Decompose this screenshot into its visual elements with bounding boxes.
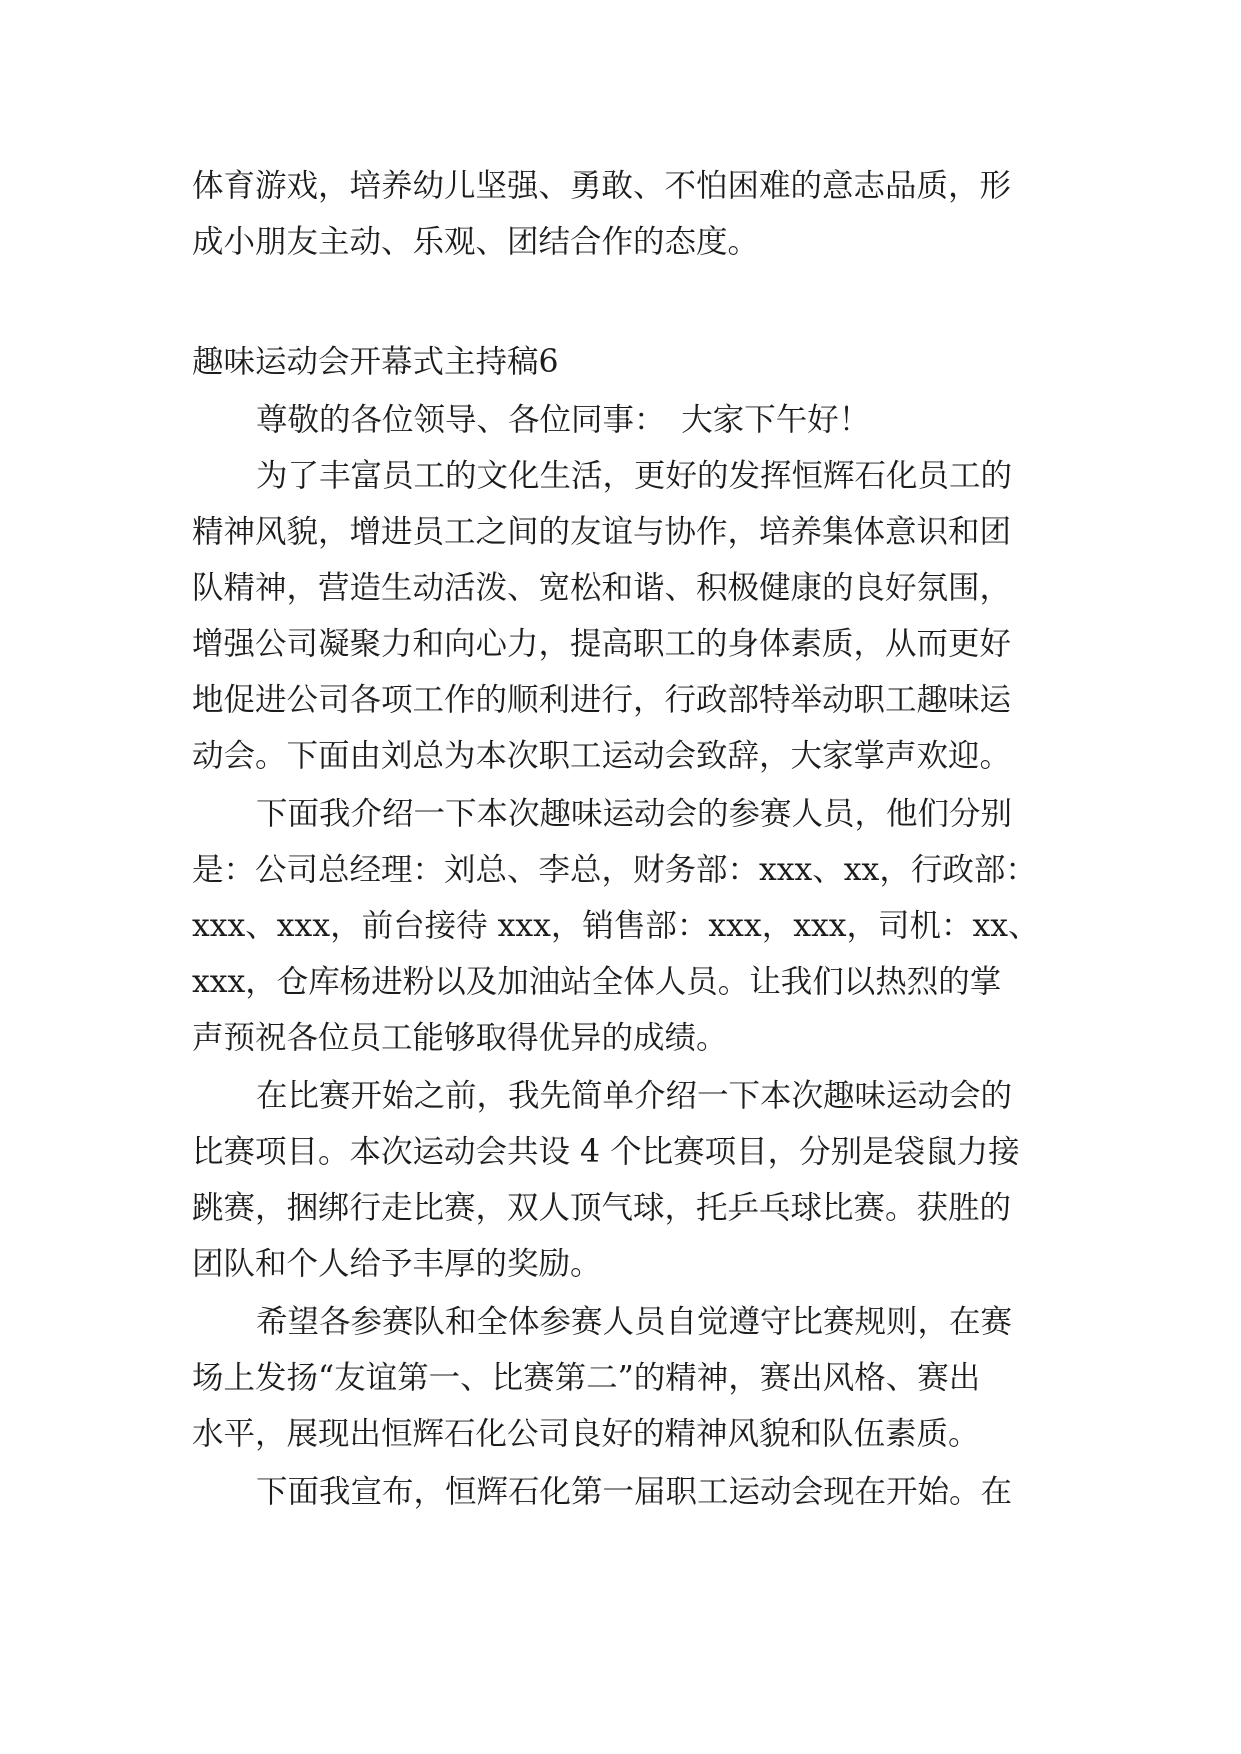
greeting-line: 尊敬的各位领导、各位同事： 大家下午好！: [256, 402, 871, 438]
paragraph-line: 比赛项目。本次运动会共设 4 个比赛项目，分别是袋鼠力接: [192, 1134, 1020, 1170]
paragraph-line: xxx、xxx，前台接待 xxx，销售部：xxx，xxx，司机：xx、: [192, 908, 1040, 944]
paragraph-line: 下面我宣布，恒辉石化第一届职工运动会现在开始。在: [256, 1474, 1013, 1510]
paragraph-line: 精神风貌，增进员工之间的友谊与协作，培养集体意识和团: [192, 514, 1012, 550]
paragraph-line: 是：公司总经理：刘总、李总，财务部：xxx、xx，行政部：: [192, 852, 1037, 888]
paragraph-line: 水平，展现出恒辉石化公司良好的精神风貌和队伍素质。: [192, 1416, 980, 1452]
paragraph-line: 成小朋友主动、乐观、团结合作的态度。: [192, 224, 760, 260]
paragraph-line: 增强公司凝聚力和向心力，提高职工的身体素质，从而更好: [192, 626, 1012, 662]
paragraph-line: 为了丰富员工的文化生活，更好的发挥恒辉石化员工的: [256, 458, 1013, 494]
paragraph-line: 场上发扬“友谊第一、比赛第二”的精神，赛出风格、赛出: [192, 1360, 981, 1396]
paragraph-line: 下面我介绍一下本次趣味运动会的参赛人员，他们分别: [256, 796, 1013, 832]
paragraph-line: 在比赛开始之前，我先简单介绍一下本次趣味运动会的: [256, 1078, 1013, 1114]
paragraph-line: 希望各参赛队和全体参赛人员自觉遵守比赛规则，在赛: [256, 1304, 1013, 1340]
paragraph-line: 团队和个人给予丰厚的奖励。: [192, 1246, 602, 1282]
paragraph-line: 队精神，营造生动活泼、宽松和谐、积极健康的良好氛围，: [192, 570, 1012, 606]
section-heading: 趣味运动会开幕式主持稿6: [192, 344, 559, 380]
paragraph-line: 体育游戏，培养幼儿坚强、勇敢、不怕困难的意志品质，形: [192, 168, 1012, 204]
paragraph-line: 跳赛，捆绑行走比赛，双人顶气球，托乒乓球比赛。获胜的: [192, 1190, 1012, 1226]
paragraph-line: xxx，仓库杨进粉以及加油站全体人员。让我们以热烈的掌: [192, 964, 1002, 1000]
paragraph-line: 声预祝各位员工能够取得优异的成绩。: [192, 1020, 728, 1056]
paragraph-line: 地促进公司各项工作的顺利进行，行政部特举动职工趣味运: [192, 682, 1012, 718]
paragraph-line: 动会。下面由刘总为本次职工运动会致辞，大家掌声欢迎。: [192, 738, 1012, 774]
